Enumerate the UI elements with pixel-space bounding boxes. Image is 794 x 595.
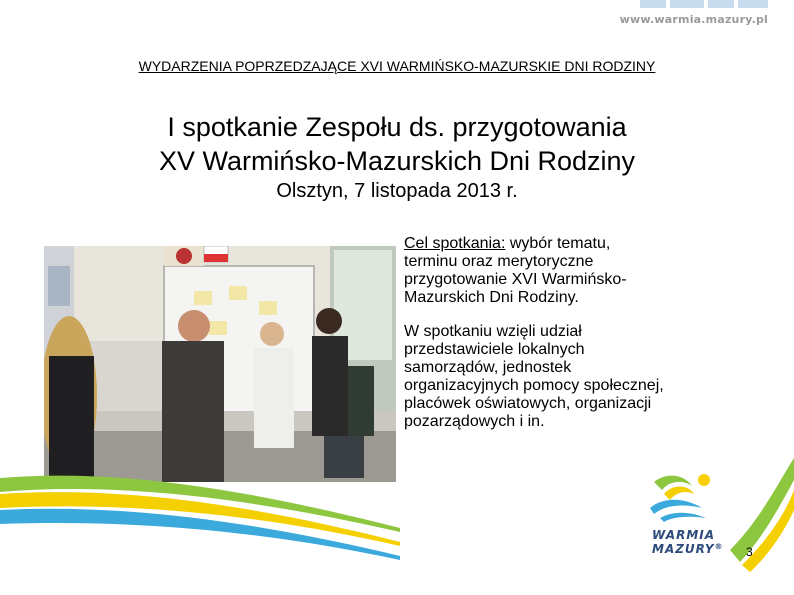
top-bar-segment <box>708 0 734 8</box>
goal-line: przygotowanie XVI Warmińsko- <box>404 271 627 288</box>
slide-header: WYDARZENIA POPRZEDZAJĄCE XVI WARMIŃSKO-MAZURSKIE DNI RODZINY <box>138 58 656 74</box>
participants-line: W spotkaniu wzięli udział <box>404 323 582 340</box>
goal-label: Cel spotkania: <box>404 235 506 252</box>
participants-line: przedstawiciele lokalnych <box>404 341 585 358</box>
registered-mark: ® <box>714 542 724 551</box>
goal-line: Mazurskich Dni Rodziny. <box>404 289 579 306</box>
participants-line: organizacyjnych pomocy społecznej, <box>404 377 664 394</box>
title-line-2: XV Warmińsko-Mazurskich Dni Rodziny <box>158 146 636 176</box>
goal-paragraph <box>404 235 744 307</box>
participants-line: placówek oświatowych, organizacji <box>404 395 652 412</box>
slide-body <box>404 235 744 447</box>
top-bar-segment <box>640 0 666 8</box>
slide-subtitle: Olsztyn, 7 listopada 2013 r. <box>276 180 518 202</box>
logo-text-line-2 <box>652 542 724 556</box>
site-url: www.warmia.mazury.pl <box>619 13 768 26</box>
title-line-1: I spotkanie Zespołu ds. przygotowania <box>167 112 627 142</box>
goal-text: wybór tematu, <box>505 235 611 252</box>
top-bar-segment <box>738 0 768 8</box>
slide-title <box>0 110 794 178</box>
top-color-bar <box>640 0 768 10</box>
participants-paragraph <box>404 323 744 431</box>
logo-text-line-2-word: MAZURY <box>652 542 715 556</box>
meeting-photo <box>44 246 396 482</box>
goal-line: terminu oraz merytoryczne <box>404 253 594 270</box>
page-number: 3 <box>746 545 753 559</box>
participants-line: pozarządowych i in. <box>404 413 545 430</box>
goal-line-1 <box>404 235 744 253</box>
logo-text-line-1: WARMIA <box>652 528 716 542</box>
top-bar-segment <box>670 0 704 8</box>
participants-line: samorządów, jednostek <box>404 359 572 376</box>
warmia-mazury-logo-icon <box>644 468 724 526</box>
